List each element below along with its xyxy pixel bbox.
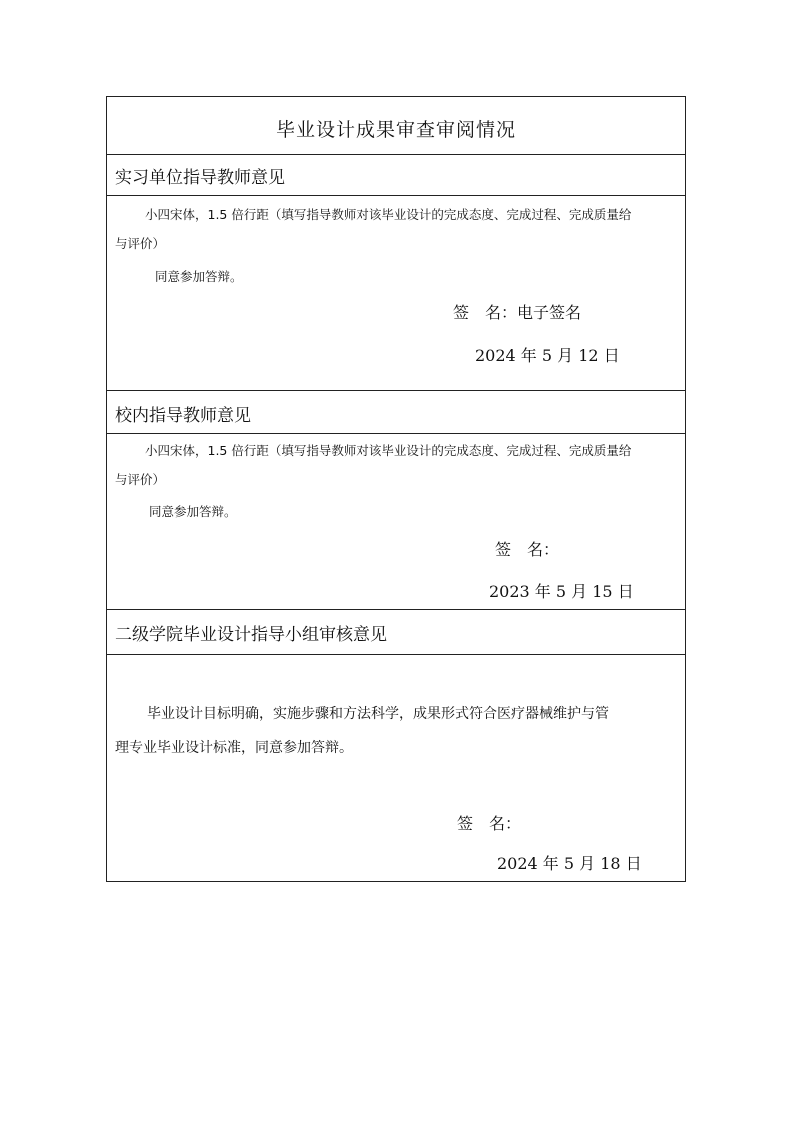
signature-label: 签 名： bbox=[453, 303, 518, 322]
comment-text: 理专业毕业设计标准，同意参加答辩。 bbox=[115, 740, 353, 756]
instruction-text: 小四宋体，1.5 倍行距（填写指导教师对该毕业设计的完成态度、完成过程、完成质量给 bbox=[145, 207, 632, 222]
comment-text: 同意参加答辩。 bbox=[149, 504, 237, 519]
date-text: 2024 年 5 月 18 日 bbox=[497, 854, 642, 873]
instruction-text: 与评价） bbox=[115, 236, 166, 251]
comment-text: 毕业设计目标明确，实施步骤和方法科学，成果形式符合医疗器械维护与管 bbox=[147, 706, 609, 722]
date-text: 2023 年 5 月 15 日 bbox=[489, 582, 634, 601]
instruction-text: 小四宋体，1.5 倍行距（填写指导教师对该毕业设计的完成态度、完成过程、完成质量给 bbox=[145, 443, 632, 458]
date-text: 2024 年 5 月 12 日 bbox=[475, 346, 620, 365]
signature-label: 签 名： bbox=[457, 814, 522, 833]
section-heading-internship-supervisor: 实习单位指导教师意见 bbox=[115, 168, 285, 188]
comment-text: 同意参加答辩。 bbox=[155, 269, 243, 284]
signature-label: 签 名： bbox=[495, 540, 560, 559]
signature-value: 电子签名 bbox=[517, 303, 582, 322]
section-heading-college-review-group: 二级学院毕业设计指导小组审核意见 bbox=[115, 625, 387, 645]
row-divider bbox=[107, 654, 685, 655]
row-divider bbox=[107, 390, 685, 391]
instruction-text: 与评价） bbox=[115, 472, 166, 487]
row-divider bbox=[107, 609, 685, 610]
row-divider bbox=[107, 154, 685, 155]
signature-line bbox=[453, 300, 581, 323]
row-divider bbox=[107, 433, 685, 434]
review-table bbox=[106, 96, 686, 882]
row-divider bbox=[107, 195, 685, 196]
page-title: 毕业设计成果审查审阅情况 bbox=[275, 119, 516, 141]
section-heading-school-supervisor: 校内指导教师意见 bbox=[115, 406, 251, 426]
